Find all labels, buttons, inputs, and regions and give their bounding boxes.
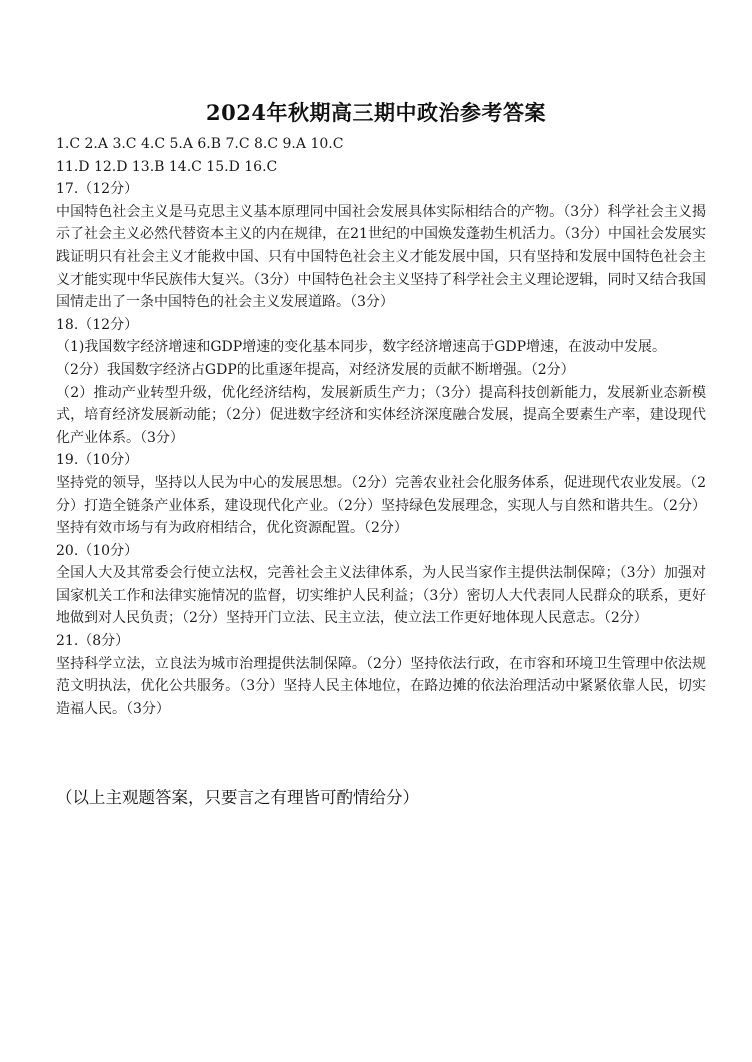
question-18-heading: 18.（12分） bbox=[56, 316, 139, 333]
question-21-answer: 坚持科学立法，立良法为城市治理提供法制保障。（2分）坚持依法行政，在市容和环境卫生管理中依法规范文明执法，优化公共服务。（3分）坚持人民主体地位，在路边摊的依法治理活动中紧紧依靠人民，切实造福人民。（3分） bbox=[56, 655, 706, 717]
question-17-answer: 中国特色社会主义是马克思主义基本原理同中国社会发展具体实际相结合的产物。（3分）科学社会主义揭示了社会主义必然代替资本主义的内在规律，在21世纪的中国焕发蓬勃生机活力。（3分）中国社会发展实践证明只有社会主义才能救中国、只有中国特色社会主义才能发展中国，只有坚持和发展中国特色社会主义才能实现中华民族伟大复兴。（3分）中国特色社会主义坚持了科学社会主义理论逻辑，同时又结合我国国情走出了一条中国特色的社会主义发展道路。（3分） bbox=[56, 203, 706, 311]
question-20-answer: 全国人大及其常委会行使立法权，完善社会主义法律体系，为人民当家作主提供法制保障；（3分）加强对国家机关工作和法律实施情况的监督，切实维护人民利益；（3分）密切人大代表同人民群众的联系，更好地做到对人民负责；（2分）坚持开门立法、民主立法，使立法工作更好地体现人民意志。（2分） bbox=[56, 565, 706, 627]
question-19-heading: 19.（10分） bbox=[56, 452, 139, 469]
question-17-heading: 17.（12分） bbox=[56, 181, 139, 198]
question-18-part-2: （2）推动产业转型升级，优化经济结构，发展新质生产力；（3分）提高科技创新能力，发展新业态新模式，培育经济发展新动能；（2分）促进数字经济和实体经济深度融合发展，提高全要素生产率，建设现代化产业体系。（3分） bbox=[56, 384, 706, 446]
question-19-answer: 坚持党的领导，坚持以人民为中心的发展思想。（2分）完善农业社会化服务体系，促进现代农业发展。（2分）打造全链条产业体系，建设现代化产业。（2分）坚持绿色发展理念，实现人与自然和谐共生。（2分）坚持有效市场与有为政府相结合，优化资源配置。（2分） bbox=[56, 474, 706, 537]
choice-answers-line-2: 11.D 12.D 13.B 14.C 15.D 16.C bbox=[56, 158, 278, 175]
question-21-heading: 21.（8分） bbox=[56, 633, 130, 650]
question-18-part-1a: （1)我国数字经济增速和GDP增速的变化基本同步，数字经济增速高于GDP增速，在波动中发展。 bbox=[56, 339, 667, 356]
grading-note: （以上主观题答案，只要言之有理皆可酌情给分） bbox=[56, 788, 419, 807]
question-20-heading: 20.（10分） bbox=[56, 542, 139, 559]
question-18-part-1b: （2分）我国数字经济占GDP的比重逐年提高，对经济发展的贡献不断增强。（2分） bbox=[56, 361, 575, 378]
answer-body bbox=[56, 133, 706, 720]
choice-answers-line-1: 1.C 2.A 3.C 4.C 5.A 6.B 7.C 8.C 9.A 10.C bbox=[56, 136, 344, 152]
document-title: 2024年秋期高三期中政治参考答案 bbox=[206, 100, 546, 125]
